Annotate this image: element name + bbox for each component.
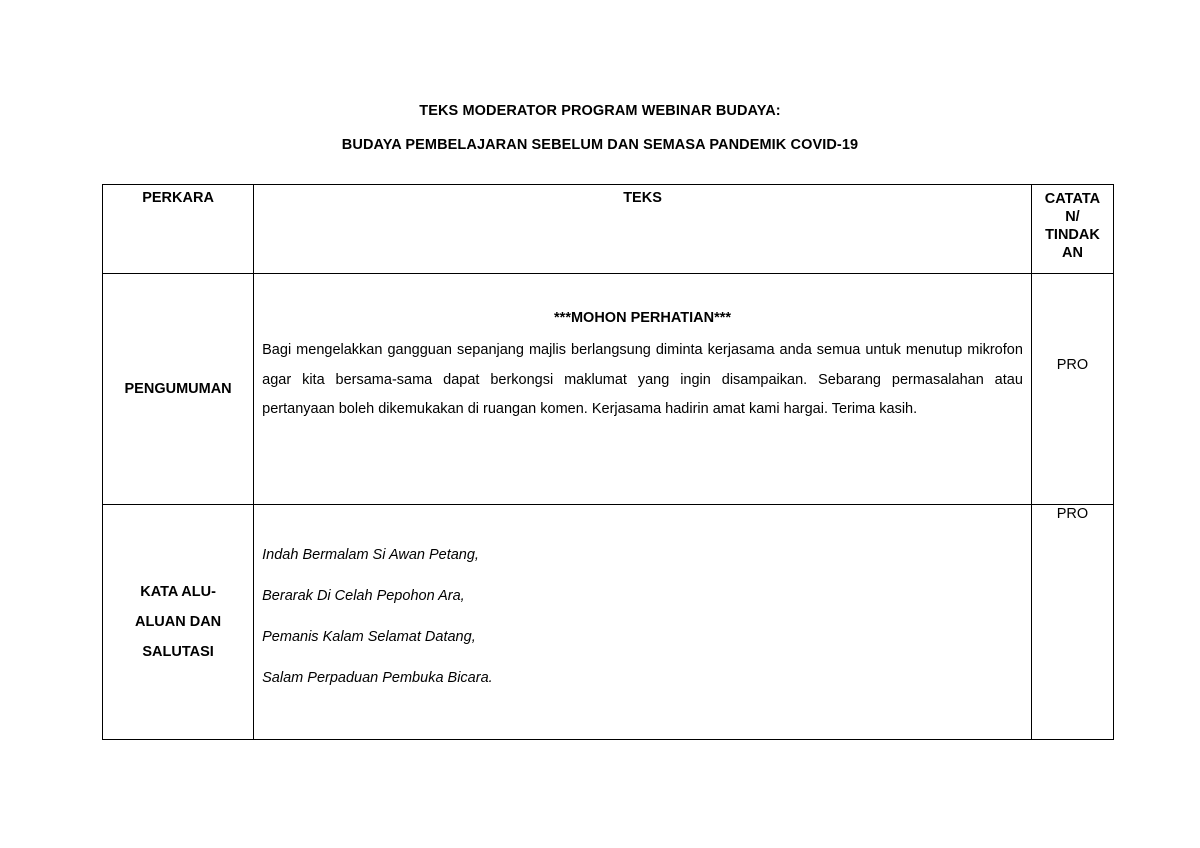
pantun-verse bbox=[254, 505, 1031, 709]
announcement-body: Bagi mengelakkan gangguan sepanjang majlis berlangsung diminta kerjasama anda semua untuk menutup mikrofon agar kita bersama-sama dapat berkongsi maklumat yang ingin disampaikan. Sebarang permasalahan atau pertanyaan boleh dikemukakan di ruangan komen. Kerjasama hadirin amat kami hargai. Terima kasih. bbox=[262, 342, 1023, 417]
teks-pengumuman bbox=[254, 274, 1032, 505]
header-catatan-line: AN bbox=[1061, 245, 1083, 261]
table-header-row bbox=[103, 185, 1114, 274]
perkara-pengumuman bbox=[103, 274, 254, 505]
document-title: TEKS MODERATOR PROGRAM WEBINAR BUDAYA: bbox=[419, 103, 781, 119]
header-catatan bbox=[1031, 185, 1113, 274]
perkara-label-line: KATA ALU- bbox=[140, 584, 216, 600]
announcement-heading: ***MOHON PERHATIAN*** bbox=[554, 310, 732, 326]
header-catatan-line: N/ bbox=[1065, 209, 1080, 225]
header-teks bbox=[254, 185, 1032, 274]
perkara-kata-aluan bbox=[103, 505, 254, 740]
pantun-line: Berarak Di Celah Pepohon Ara, bbox=[262, 588, 465, 604]
catatan-kata-aluan bbox=[1031, 505, 1113, 740]
header-perkara bbox=[103, 185, 254, 274]
document-subtitle: BUDAYA PEMBELAJARAN SEBELUM DAN SEMASA PANDEMIK COVID-19 bbox=[341, 137, 859, 153]
teks-kata-aluan bbox=[254, 505, 1032, 740]
header-catatan-line: CATATA bbox=[1044, 191, 1101, 207]
perkara-label: PENGUMUMAN bbox=[124, 381, 232, 397]
catatan-label: PRO bbox=[1056, 357, 1089, 373]
header-perkara-label: PERKARA bbox=[142, 190, 214, 206]
table-row-pengumuman bbox=[103, 274, 1114, 505]
perkara-label-line: ALUAN DAN bbox=[134, 614, 222, 630]
pantun-line: Indah Bermalam Si Awan Petang, bbox=[262, 547, 479, 563]
pantun-line: Pemanis Kalam Selamat Datang, bbox=[262, 629, 476, 645]
header-catatan-line: TINDAK bbox=[1045, 227, 1100, 243]
pantun-line: Salam Perpaduan Pembuka Bicara. bbox=[262, 670, 493, 686]
header-teks-label: TEKS bbox=[623, 190, 662, 206]
moderator-script-table bbox=[102, 184, 1114, 740]
table-row-kata-aluan bbox=[103, 505, 1114, 740]
catatan-pengumuman bbox=[1031, 274, 1113, 505]
perkara-label-line: SALUTASI bbox=[142, 644, 214, 660]
catatan-label: PRO bbox=[1056, 506, 1089, 522]
